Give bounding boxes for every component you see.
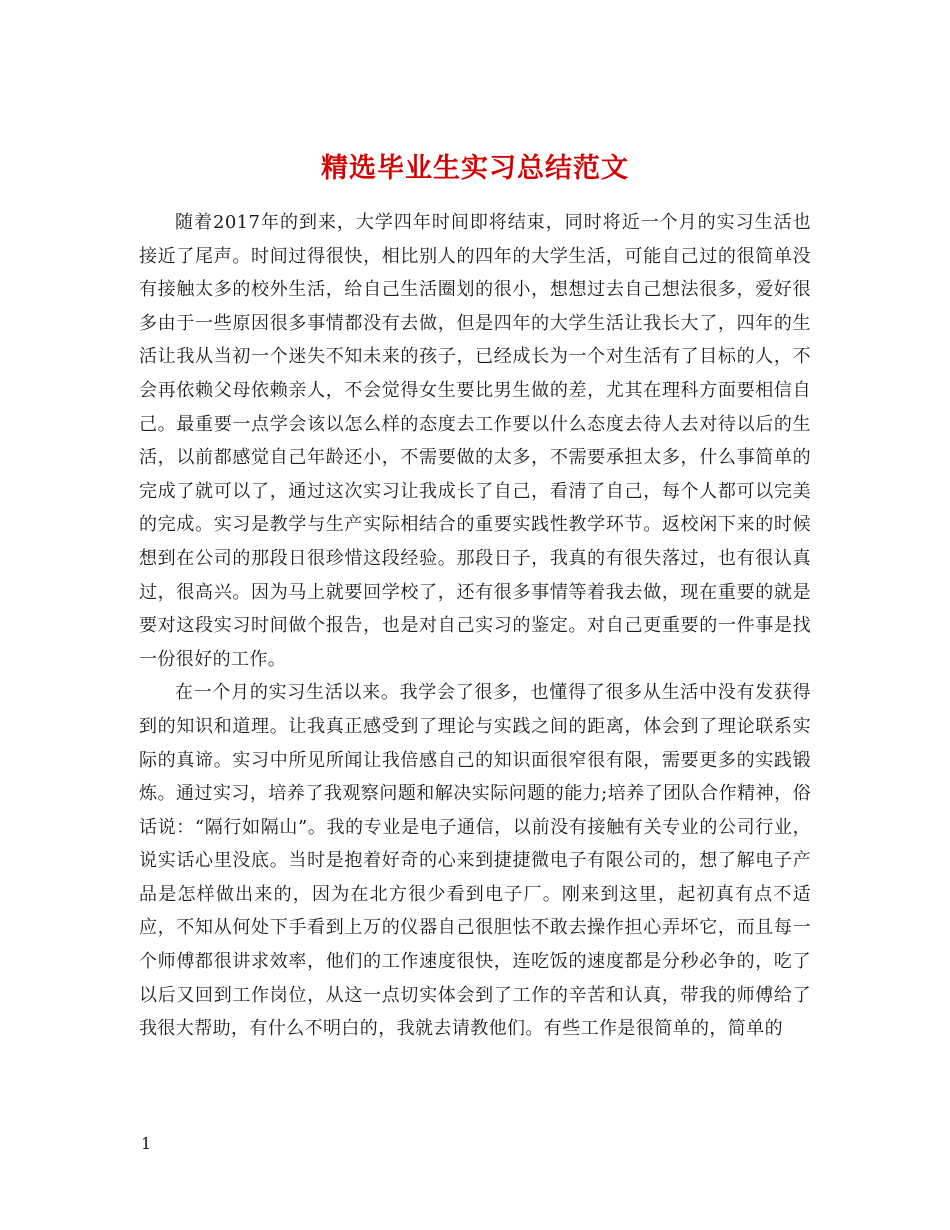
- document-body: [139, 206, 811, 1046]
- paragraph-1: 随着2017年的到来，大学四年时间即将结束，同时将近一个月的实习生活也接近了尾声。时间过得很快，相比别人的四年的大学生活，可能自己过的很简单没有接触太多的校外生活，给自己生活圈划的很小，想想过去自己想法很多，爱好很多由于一些原因很多事情都没有去做，但是四年的大学生活让我长大了，四年的生活让我从当初一个迷失不知未来的孩子，已经成长为一个对生活有了目标的人，不会再依赖父母依赖亲人，不会觉得女生要比男生做的差，尤其在理科方面要相信自己。最重要一点学会该以怎么样的态度去工作要以什么态度去待人去对待以后的生活，以前都感觉自己年龄还小，不需要做的太多，不需要承担太多，什么事简单的完成了就可以了，通过这次实习让我成长了自己，看清了自己，每个人都可以完美的完成。实习是教学与生产实际相结合的重要实践性教学环节。返校闲下来的时候想到在公司的那段日很珍惜这段经验。那段日子，我真的有很失落过，也有很认真过，很高兴。因为马上就要回学校了，还有很多事情等着我去做，现在重要的就是要对这段实习时间做个报告，也是对自己实习的鉴定。对自己更重要的一件事是找一份很好的工作。: [139, 212, 811, 670]
- page-number: 1: [141, 1134, 152, 1153]
- document-title: 精选毕业生实习总结范文: [321, 153, 629, 185]
- paragraph-2: 在一个月的实习生活以来。我学会了很多，也懂得了很多从生活中没有发获得到的知识和道理。让我真正感受到了理论与实践之间的距离，体会到了理论联系实际的真谛。实习中所见所闻让我倍感自己的知识面很窄很有限，需要更多的实践锻炼。通过实习，培养了我观察问题和解决实际问题的能力;培养了团队合作精神，俗话说：“隔行如隔山”。我的专业是电子通信，以前没有接触有关专业的公司行业，说实话心里没底。当时是抱着好奇的心来到捷捷微电子有限公司的，想了解电子产品是怎样做出来的，因为在北方很少看到电子厂。刚来到这里，起初真有点不适应，不知从何处下手看到上万的仪器自己很胆怯不敢去操作担心弄坏它，而且每一个师傅都很讲求效率，他们的工作速度很快，连吃饭的速度都是分秒必争的，吃了以后又回到工作岗位，从这一点切实体会到了工作的辛苦和认真，带我的师傅给了我很大帮助，有什么不明白的，我就去请教他们。有些工作是很简单的，简单的: [139, 682, 811, 1040]
